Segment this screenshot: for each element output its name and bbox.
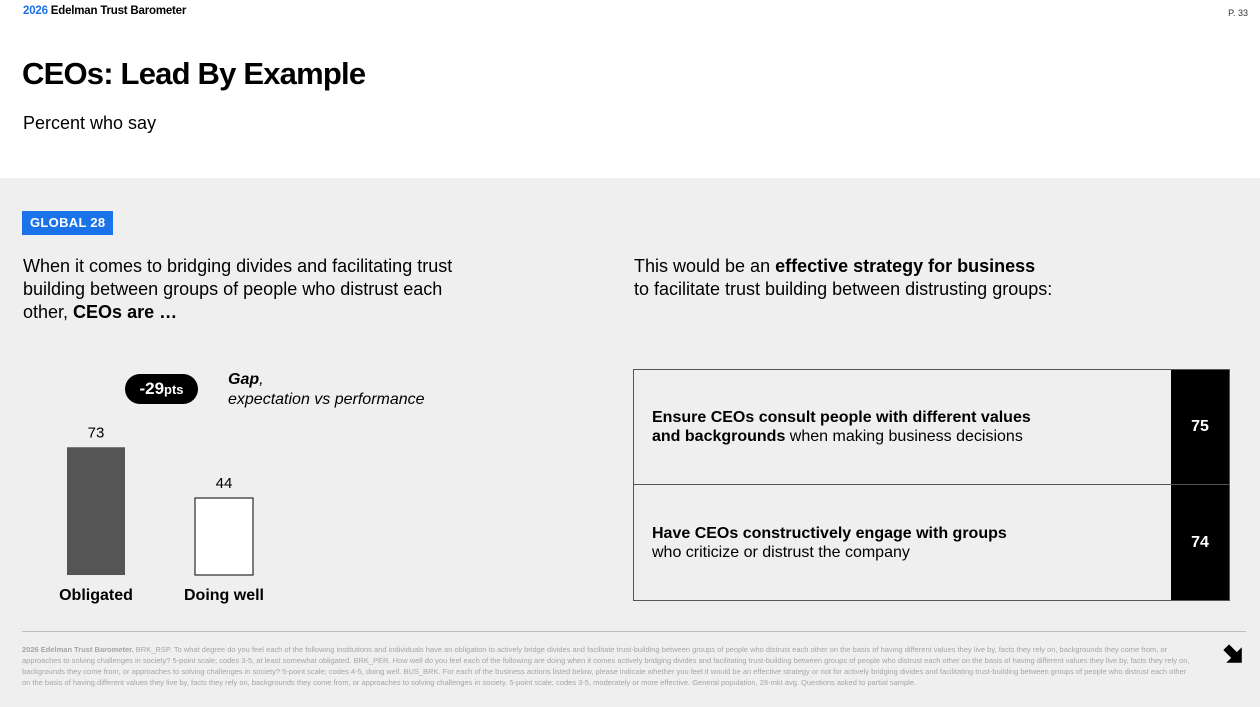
- footer-divider: [22, 631, 1246, 632]
- gap-unit: pts: [164, 382, 184, 397]
- page-subtitle: Percent who say: [23, 113, 157, 133]
- gap-value: -29: [139, 379, 165, 398]
- bar-category-label: Obligated: [59, 587, 133, 604]
- strategy-row: [634, 370, 1229, 485]
- footnote: [22, 644, 1192, 688]
- footnote-text: BRK_RSP. To what degree do you feel each of the following institutions and individuals have an obligation to actively bridge divides and facilitate trust-building between groups of people who distrust each other on the basis of having different values they live by, facts they rely on, backgrounds they come from, or approaches to solving challenges in society? 5-point scale; codes 3-5, at least somewhat obligated. BRK_PER. How well do you feel each of the following are doing when it comes actively bridging divides and facilitating trust-building between groups of people who distrust each other on the basis of having different values they live by, facts they rely on, backgrounds they come from, or approaches to solving challenges in society? 5-point scale; codes 4-5, doing well. BUS_BRK. For each of the business actions listed below, please indicate whether you feel it would be an effective strategy or not for actively bridging divides and facilitating trust-building between groups of people who distrust each other on the basis of having different values they live by, facts they rely on, backgrounds they come from, or approaches to solving challenges in society. 5-point scale; codes 3-5, moderately or more effective. General population, 28-mkt avg. Questions asked to partial sample.: [22, 645, 1190, 687]
- right-question-line2: to facilitate trust building between distrusting groups:: [634, 279, 1053, 299]
- strategy-row: [634, 485, 1229, 600]
- strategy-value: 75: [1171, 370, 1229, 484]
- right-question: [634, 255, 1194, 301]
- gap-label-bold: Gap: [228, 371, 260, 388]
- bar-value-label: 44: [215, 475, 233, 492]
- strategy-table: [633, 369, 1230, 601]
- strategy-rest: who criticize or distrust the company: [652, 544, 910, 561]
- bar-obligated: [67, 447, 125, 575]
- next-arrow-icon[interactable]: [1221, 642, 1247, 668]
- strategy-rest: when making business decisions: [785, 428, 1023, 445]
- left-question: [23, 255, 473, 324]
- bar-doing-well: [195, 498, 253, 575]
- brand-name: Edelman Trust Barometer: [47, 5, 187, 17]
- right-question-prefix: This would be an: [634, 256, 776, 276]
- footnote-source: 2026 Edelman Trust Barometer.: [22, 645, 134, 654]
- page-number: P. 33: [1228, 8, 1248, 18]
- gap-pill: [125, 374, 198, 404]
- left-question-text: When it comes to bridging divides and facilitating trust building between groups of people who distrust each other,: [23, 256, 453, 322]
- bar-value-label: 73: [87, 424, 105, 442]
- strategy-bold-line2: and backgrounds: [652, 428, 786, 445]
- strategy-value: 74: [1171, 485, 1229, 600]
- gap-label-comma: ,: [259, 371, 264, 388]
- bar-chart: [40, 415, 300, 615]
- strategy-bold-line1: Have CEOs constructively engage with groups: [652, 525, 1007, 542]
- strategy-text: [652, 408, 1152, 446]
- brand-logo: [23, 5, 186, 17]
- bar-category-label: Doing well: [184, 587, 264, 604]
- page-title: CEOs: Lead By Example: [22, 56, 366, 91]
- gap-label-rest: expectation vs performance: [228, 391, 425, 408]
- right-question-bold: effective strategy for business: [775, 256, 1036, 276]
- gap-label: [228, 370, 425, 410]
- left-question-bold: CEOs are …: [73, 302, 178, 322]
- strategy-text: [652, 524, 1152, 562]
- brand-year: 2026: [23, 5, 48, 17]
- strategy-bold-line1: Ensure CEOs consult people with different values: [652, 409, 1031, 426]
- region-badge: GLOBAL 28: [22, 211, 113, 235]
